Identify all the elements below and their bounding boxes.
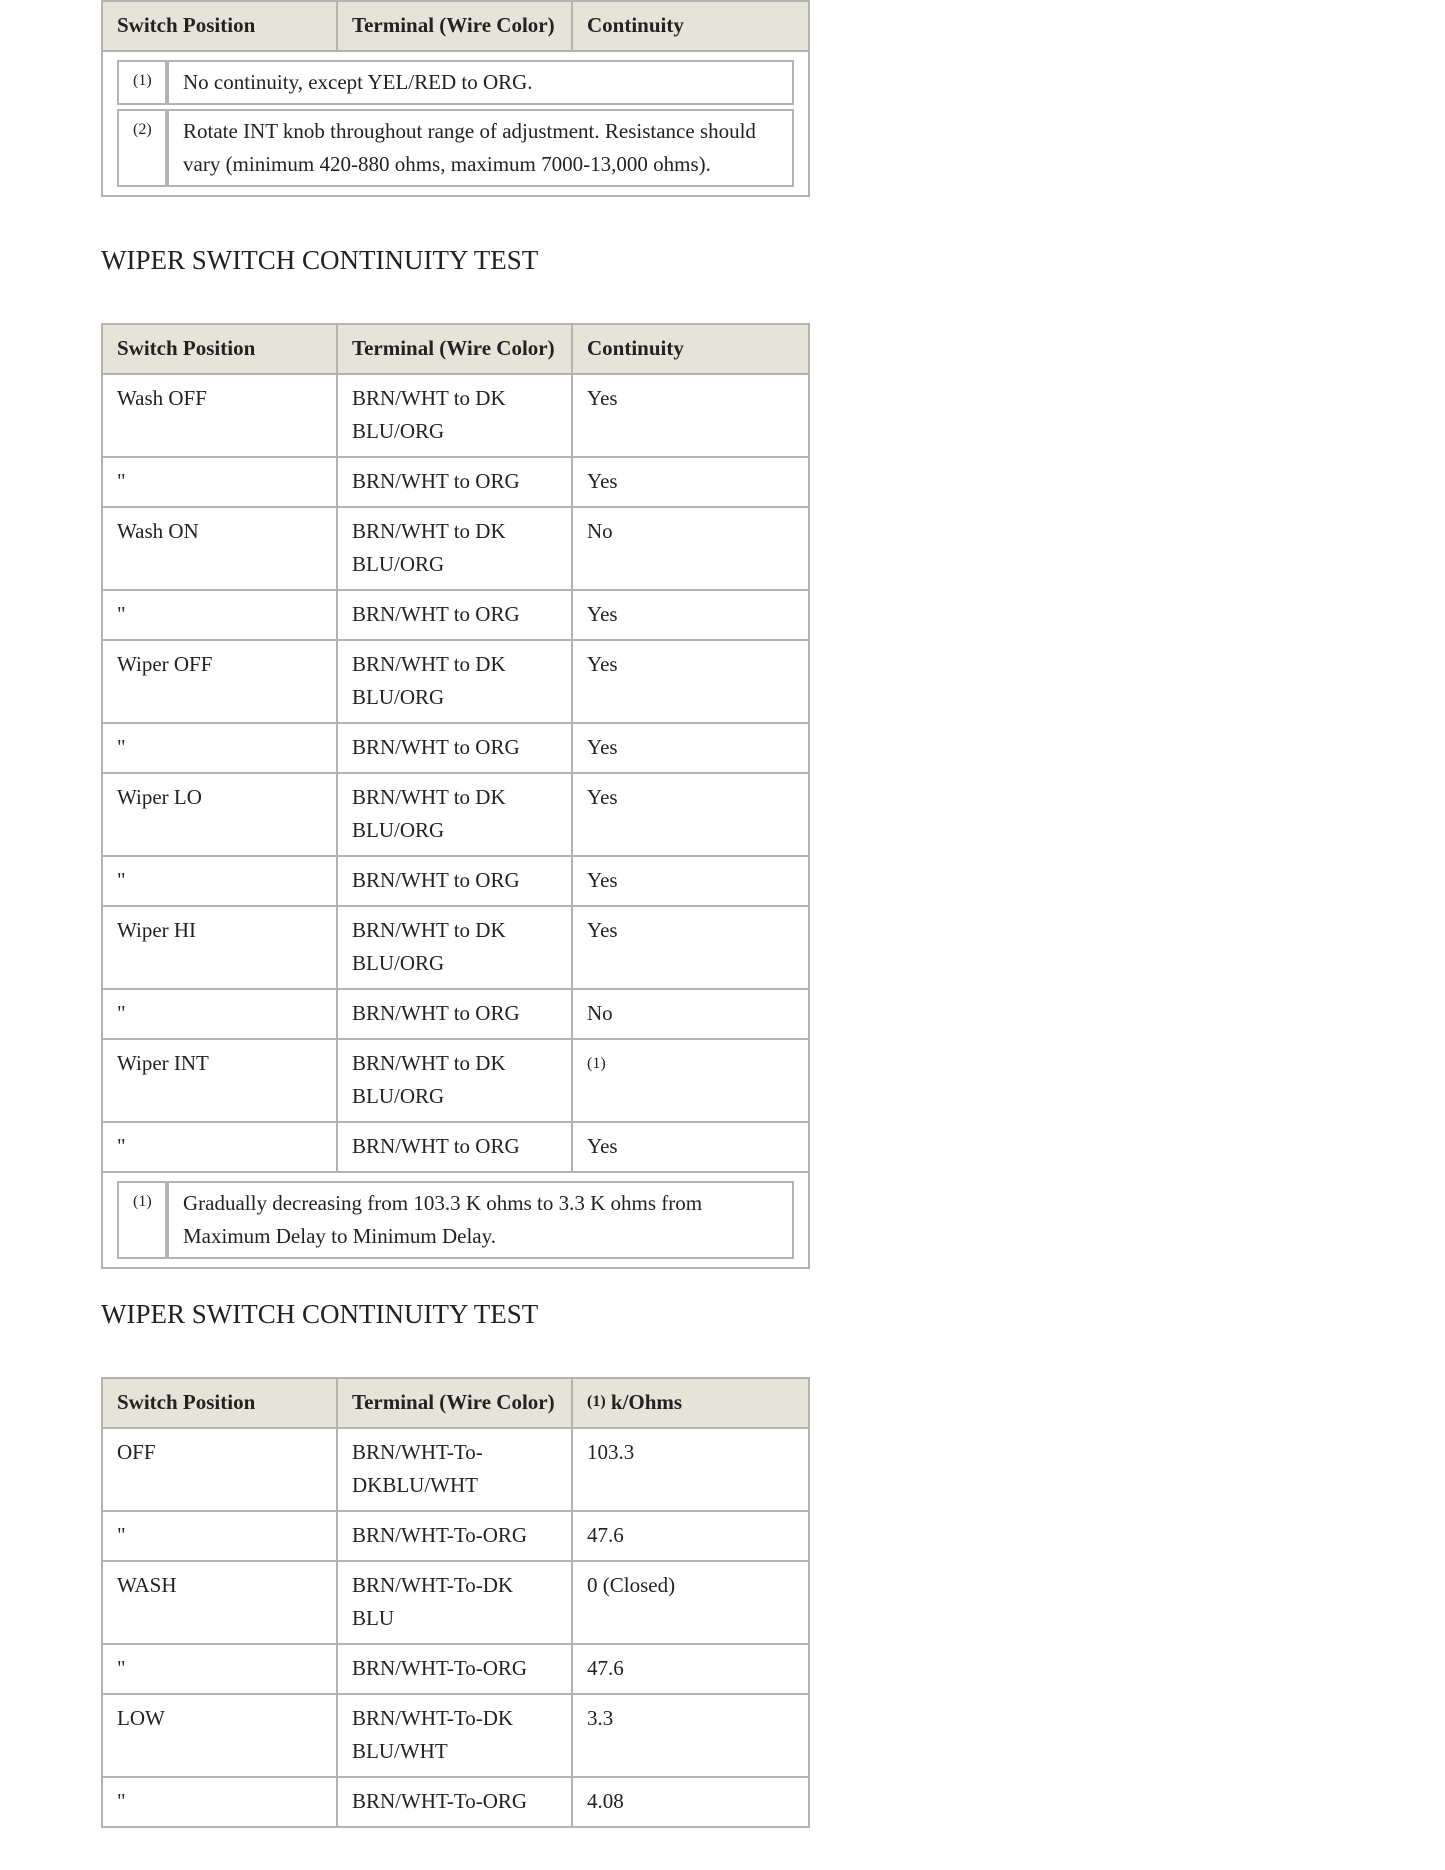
cell-value: 103.3 xyxy=(572,1428,809,1511)
table-row xyxy=(102,989,809,1039)
table-header-row xyxy=(102,1378,809,1428)
cell-value: No xyxy=(572,507,809,590)
cell-switch-position: LOW xyxy=(102,1694,337,1777)
footnote xyxy=(117,60,794,105)
table-row xyxy=(102,1039,809,1122)
table-row xyxy=(102,374,809,457)
section-title-2: WIPER SWITCH CONTINUITY TEST xyxy=(101,245,539,275)
cell-value: 3.3 xyxy=(572,1694,809,1777)
cell-terminal: BRN/WHT to DK BLU/ORG xyxy=(337,374,572,457)
section-title-3: WIPER SWITCH CONTINUITY TEST xyxy=(101,1299,539,1329)
notes-row xyxy=(102,51,809,196)
footnotes xyxy=(117,1181,794,1259)
header-switch-position: Switch Position xyxy=(102,1378,337,1428)
cell-terminal: BRN/WHT to DK BLU/ORG xyxy=(337,906,572,989)
cell-value: 4.08 xyxy=(572,1777,809,1827)
header-switch-position: Switch Position xyxy=(102,1,337,51)
cell-value: Yes xyxy=(572,640,809,723)
table-header-row xyxy=(102,1,809,51)
cell-switch-position: " xyxy=(102,1644,337,1694)
footnote-mark: (1) xyxy=(117,60,167,105)
cell-terminal: BRN/WHT-To-DK BLU xyxy=(337,1561,572,1644)
cell-terminal: BRN/WHT-To-ORG xyxy=(337,1777,572,1827)
cell-switch-position: Wash OFF xyxy=(102,374,337,457)
footnote-text: No continuity, except YEL/RED to ORG. xyxy=(167,60,794,105)
header-kohms-label: k/Ohms xyxy=(610,1390,683,1414)
cell-switch-position: Wiper INT xyxy=(102,1039,337,1122)
footnote xyxy=(117,1181,794,1259)
table-row xyxy=(102,1122,809,1172)
cell-switch-position: OFF xyxy=(102,1428,337,1511)
cell-switch-position: " xyxy=(102,723,337,773)
table-3 xyxy=(101,1377,810,1828)
cell-terminal: BRN/WHT to DK BLU/ORG xyxy=(337,640,572,723)
cell-terminal: BRN/WHT to DK BLU/ORG xyxy=(337,507,572,590)
table-row xyxy=(102,507,809,590)
notes-row xyxy=(102,1172,809,1268)
table-row xyxy=(102,590,809,640)
cell-value: 47.6 xyxy=(572,1644,809,1694)
footnote-mark: (1) xyxy=(117,1181,167,1259)
footnote-text: Gradually decreasing from 103.3 K ohms to 3.3 K ohms from Maximum Delay to Minimum Delay. xyxy=(167,1181,794,1259)
table-row xyxy=(102,856,809,906)
table-row xyxy=(102,906,809,989)
table-row xyxy=(102,1511,809,1561)
cell-terminal: BRN/WHT to ORG xyxy=(337,989,572,1039)
table-row xyxy=(102,1694,809,1777)
cell-switch-position: Wiper LO xyxy=(102,773,337,856)
table-row xyxy=(102,1428,809,1511)
cell-value: Yes xyxy=(572,773,809,856)
cell-value: (1) xyxy=(572,1039,809,1122)
cell-value: Yes xyxy=(572,1122,809,1172)
cell-terminal: BRN/WHT to DK BLU/ORG xyxy=(337,773,572,856)
table-row xyxy=(102,1644,809,1694)
table-header-row xyxy=(102,324,809,374)
header-footnote-mark: (1) xyxy=(587,1393,606,1410)
table-row xyxy=(102,640,809,723)
cell-value: 0 (Closed) xyxy=(572,1561,809,1644)
header-terminal: Terminal (Wire Color) xyxy=(337,324,572,374)
header-terminal: Terminal (Wire Color) xyxy=(337,1378,572,1428)
cell-value: Yes xyxy=(572,856,809,906)
cell-value: 47.6 xyxy=(572,1511,809,1561)
table-2 xyxy=(101,323,810,1269)
cell-value: Yes xyxy=(572,906,809,989)
header-switch-position: Switch Position xyxy=(102,324,337,374)
cell-value: No xyxy=(572,989,809,1039)
resistance-table-3 xyxy=(101,1377,808,1828)
footnote xyxy=(117,109,794,187)
cell-value: Yes xyxy=(572,723,809,773)
cell-terminal: BRN/WHT to ORG xyxy=(337,856,572,906)
header-kohms xyxy=(572,1378,809,1428)
cell-switch-position: " xyxy=(102,1122,337,1172)
table-row xyxy=(102,1561,809,1644)
cell-terminal: BRN/WHT-To-ORG xyxy=(337,1644,572,1694)
cell-terminal: BRN/WHT-To-ORG xyxy=(337,1511,572,1561)
cell-switch-position: Wiper HI xyxy=(102,906,337,989)
cell-switch-position: WASH xyxy=(102,1561,337,1644)
table-row xyxy=(102,773,809,856)
header-continuity: Continuity xyxy=(572,324,809,374)
cell-value: Yes xyxy=(572,457,809,507)
footnotes xyxy=(117,60,794,187)
cell-switch-position: " xyxy=(102,457,337,507)
cell-terminal: BRN/WHT to ORG xyxy=(337,1122,572,1172)
table-row xyxy=(102,1777,809,1827)
footnote-text: Rotate INT knob throughout range of adjustment. Resistance should vary (minimum 420-880 ohms, maximum 7000-13,000 ohms). xyxy=(167,109,794,187)
cell-terminal: BRN/WHT to DK BLU/ORG xyxy=(337,1039,572,1122)
cell-terminal: BRN/WHT to ORG xyxy=(337,457,572,507)
cell-terminal: BRN/WHT-To-DKBLU/WHT xyxy=(337,1428,572,1511)
cell-terminal: BRN/WHT to ORG xyxy=(337,723,572,773)
cell-switch-position: " xyxy=(102,989,337,1039)
cell-terminal: BRN/WHT-To-DK BLU/WHT xyxy=(337,1694,572,1777)
footnote-mark: (2) xyxy=(117,109,167,187)
cell-value: Yes xyxy=(572,590,809,640)
table-row xyxy=(102,723,809,773)
continuity-table-1 xyxy=(101,0,808,197)
cell-switch-position: Wiper OFF xyxy=(102,640,337,723)
cell-switch-position: " xyxy=(102,856,337,906)
cell-switch-position: " xyxy=(102,1511,337,1561)
header-terminal: Terminal (Wire Color) xyxy=(337,1,572,51)
continuity-table-2 xyxy=(101,323,808,1269)
cell-value: Yes xyxy=(572,374,809,457)
cell-switch-position: " xyxy=(102,1777,337,1827)
header-continuity: Continuity xyxy=(572,1,809,51)
cell-terminal: BRN/WHT to ORG xyxy=(337,590,572,640)
cell-switch-position: Wash ON xyxy=(102,507,337,590)
table-1 xyxy=(101,0,810,197)
cell-switch-position: " xyxy=(102,590,337,640)
table-row xyxy=(102,457,809,507)
